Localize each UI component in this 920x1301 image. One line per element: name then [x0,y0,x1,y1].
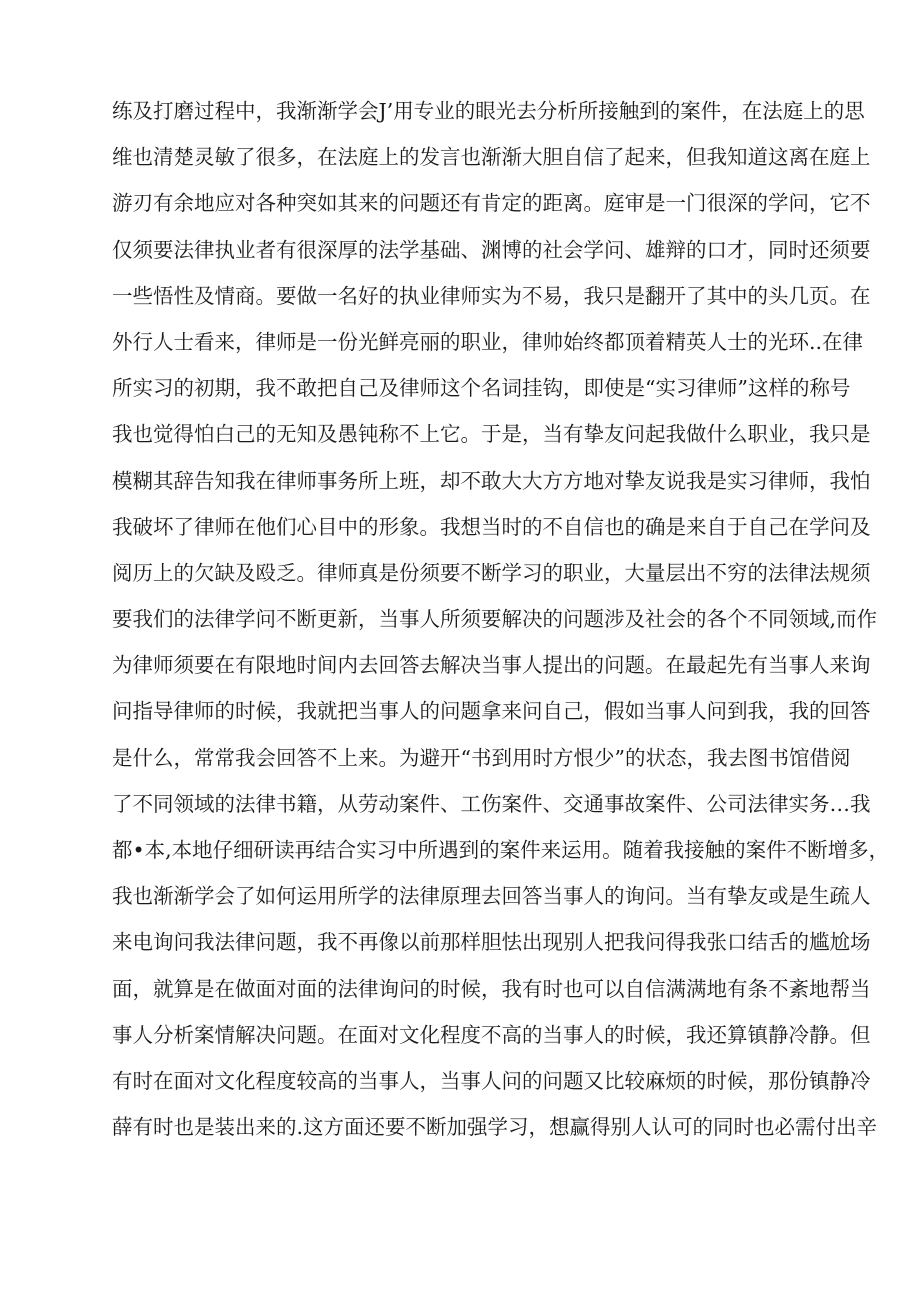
text-line: 问指导律师的时候，我就把当事人的问题拿来问自己，假如当事人问到我，我的回答 [112,699,871,724]
text-line: 外行人士看来，律师是一份光鲜亮丽的职业，律帅始终都顶着精英人士的光环..在律 [112,329,864,354]
text-line: 为律师须要在有限地时间内去回答去解决当事人提出的问题。在最起先有当事人来询 [112,653,871,678]
text-line: 有时在面对文化程度较高的当事人，当事人问的问题又比较麻烦的时候，那份镇静冷 [112,1068,871,1093]
text-line: 来电询问我法律问题，我不再像以前那样胆怯出现别人把我问得我张口结舌的尴尬场 [112,930,871,955]
text-line: 维也清楚灵敏了很多，在法庭上的发言也渐渐大胆自信了起来，但我知道这离在庭上 [112,145,871,170]
text-line: 是什么，常常我会回答不上来。为避开“书到用时方恨少”的状态，我去图书馆借阅 [112,745,851,770]
text-line: 所实习的初期，我不敢把自己及律师这个名词挂钩，即使是“实习律师”这样的称号 [112,376,851,401]
text-line: 练及打磨过程中，我渐渐学会J’用专业的眼光去分析所接触到的案件，在法庭上的思 [112,99,865,123]
text-line: 一些悟性及情商。要做一名好的执业律师实为不易，我只是翻开了其中的头几页。在 [112,283,871,308]
text-line: 阅历上的欠缺及殴乏。律师真是份须要不断学习的职业，大量层出不穷的法律法规须 [112,560,871,585]
text-line: 仅须要法律执业者有很深厚的法学基础、渊博的社会学问、雄辩的口才，同时还须要 [112,237,871,262]
text-line: 游刃有余地应对各种突如其来的问题还有肯定的距离。庭审是一门很深的学问，它不 [112,191,871,216]
text-line: 我也渐渐学会了如何运用所学的法律原理去回答当事人的询问。当有挚友或是生疏人 [112,884,871,909]
text-line: 模糊其辞告知我在律师事务所上班，却不敢大大方方地对挚友说我是实习律师，我怕 [112,468,871,493]
text-line: 我破坏了律师在他们心目中的形象。我想当时的不自信也的确是来自于自己在学问及 [112,514,871,539]
text-line: 薛有时也是装出来的.这方面还要不断加强学习，想赢得别人认可的同时也必需付出辛 [112,1115,878,1140]
text-line: 面，就算是在做面对面的法律询问的时候，我有时也可以自信满满地有条不紊地帮当 [112,976,871,1001]
text-line: 了不同领域的法律书籍，从劳动案件、工伤案件、交通事故案件、公司法律实务…我 [112,791,871,816]
body-paragraph [112,88,890,1150]
text-line: 事人分析案情解决问题。在面对文化程度不高的当事人的时候，我还算镇静冷静。但 [112,1022,871,1047]
text-line: 要我们的法律学问不断更新，当事人所须要解决的问题涉及社会的各个不同领域,而作 [112,607,878,632]
text-line: 都•本,本地仔细研读再结合实习中所遇到的案件来运用。随着我接触的案件不断增多， [112,838,890,862]
text-line: 我也觉得怕白己的无知及愚钝称不上它。于是，当有挚友问起我做什么职业，我只是 [112,422,871,447]
